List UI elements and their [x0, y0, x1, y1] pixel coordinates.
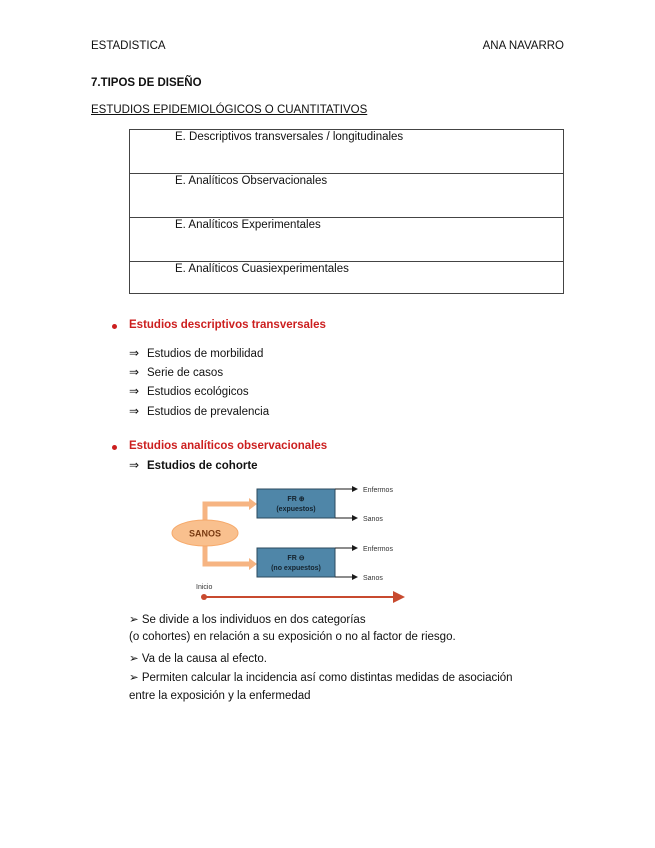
double-arrow-icon: ⇒ — [129, 365, 140, 379]
box-unexposed-line1: FR ⊖ — [287, 555, 305, 562]
table-cell: E. Descriptivos transversales / longitudinales — [130, 130, 564, 174]
list-item: ⇒ Serie de casos — [129, 365, 224, 379]
paragraph-line: entre la exposición y la enfermedad — [129, 690, 311, 702]
label-enfermos: Enfermos — [363, 546, 393, 553]
outcome-arrows — [335, 489, 357, 577]
cohort-diagram — [165, 478, 415, 608]
paragraph-line: ➢ Permiten calcular la incidencia así como distintas medidas de asociación — [129, 672, 513, 684]
table-cell: E. Analíticos Experimentales — [130, 218, 564, 262]
sanos-label: SANOS — [188, 528, 222, 539]
paragraph-line: ➢ Se divide a los individuos en dos categorías — [129, 614, 366, 626]
paragraph-line: (o cohortes) en relación a su exposición o no al factor de riesgo. — [129, 631, 456, 643]
table-row — [130, 174, 564, 218]
label-sanos: Sanos — [363, 516, 383, 523]
label-enfermos: Enfermos — [363, 487, 393, 494]
section-title: 7.TIPOS DE DISEÑO — [91, 77, 202, 89]
bullet-dot — [112, 324, 117, 329]
list-item: ⇒ Estudios de cohorte — [129, 458, 258, 472]
header-left: ESTADISTICA — [91, 40, 166, 52]
label-sanos: Sanos — [363, 575, 383, 582]
header-right: ANA NAVARRO — [482, 40, 564, 52]
list-item: ⇒ Estudios de prevalencia — [129, 404, 270, 418]
bullet-title-analytic: Estudios analíticos observacionales — [129, 440, 328, 452]
orange-arrowhead — [249, 498, 257, 510]
box-unexposed-line2: (no expuestos) — [271, 565, 321, 572]
box-unexposed — [257, 548, 335, 577]
paragraph-line: ➢ Va de la causa al efecto. — [129, 653, 267, 665]
table-cell: E. Analíticos Observacionales — [130, 174, 564, 218]
double-arrow-icon: ⇒ — [129, 404, 140, 418]
table-cell: E. Analíticos Cuasiexperimentales — [130, 262, 564, 294]
table-row — [130, 130, 564, 174]
list-item: ⇒ Estudios ecológicos — [129, 384, 249, 398]
list-item: ⇒ Estudios de morbilidad — [129, 346, 264, 360]
double-arrow-icon: ⇒ — [129, 346, 140, 360]
double-arrow-icon: ⇒ — [129, 384, 140, 398]
label-inicio: Inicio — [196, 584, 213, 591]
bullet-title-descriptive: Estudios descriptivos transversales — [129, 319, 326, 331]
orange-arrowhead — [249, 558, 257, 570]
section-subtitle: ESTUDIOS EPIDEMIOLÓGICOS O CUANTITATIVOS — [91, 104, 368, 116]
table-row — [130, 218, 564, 262]
box-exposed — [257, 489, 335, 518]
bullet-dot — [112, 445, 117, 450]
study-types-table — [129, 129, 564, 294]
double-arrow-icon: ⇒ — [129, 458, 140, 472]
box-exposed-line1: FR ⊕ — [287, 496, 305, 503]
table-row — [130, 262, 564, 294]
box-exposed-line2: (expuestos) — [276, 506, 316, 513]
